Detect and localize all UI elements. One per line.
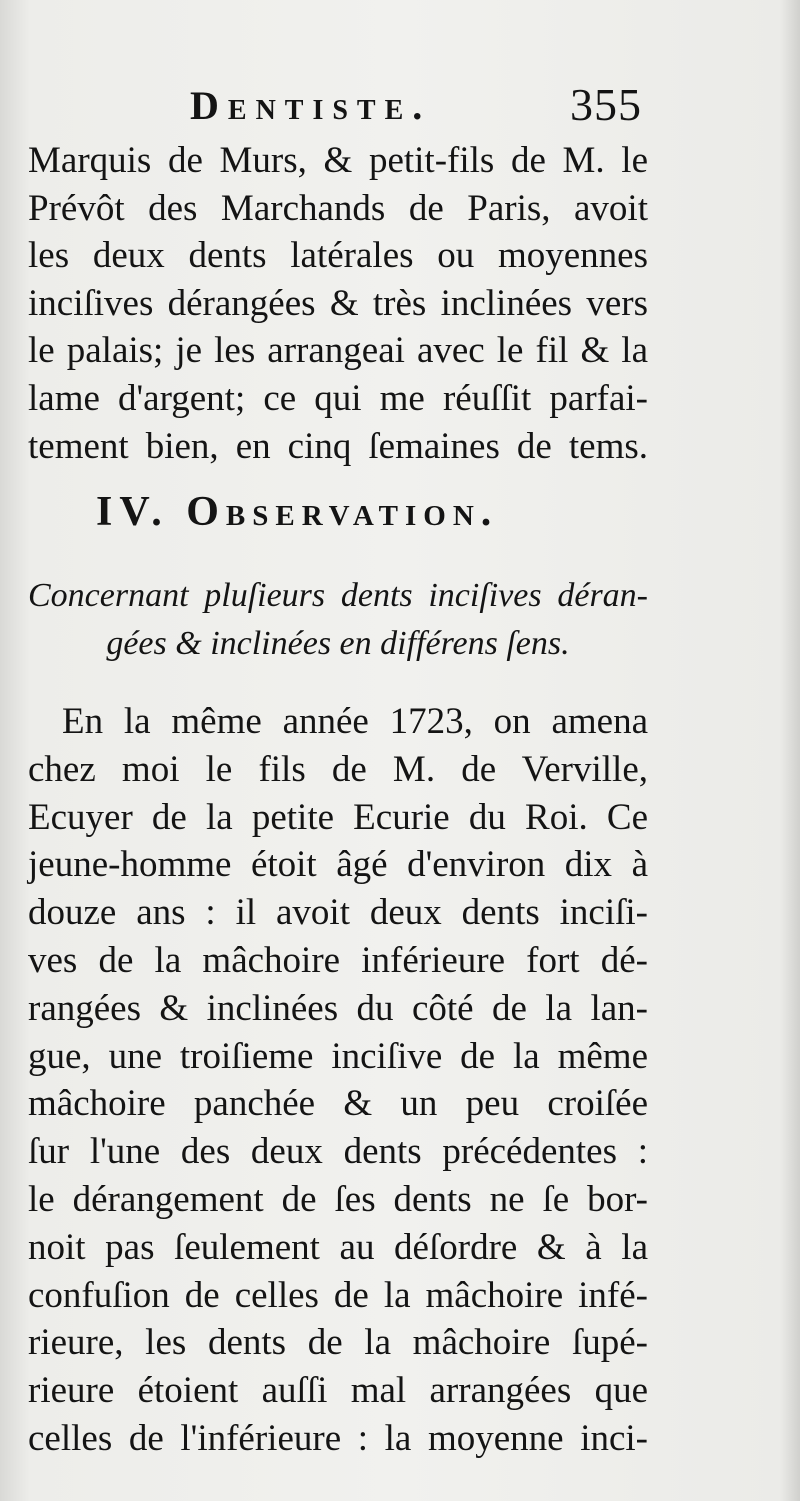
- running-head: Dentiste.: [190, 83, 432, 128]
- text-line: les deux dents latérales ou moyennes: [28, 235, 648, 277]
- text-line: chez moi le fils de M. de Verville,: [28, 748, 648, 790]
- text-line: ves de la mâchoire inférieure fort dé-: [28, 939, 648, 981]
- text-line: confuſion de celles de la mâchoire infé-: [28, 1274, 648, 1316]
- text-line: le dérangement de ſes dents ne ſe bor-: [28, 1178, 648, 1220]
- caption-line: gées & inclinées en différens ſens.: [106, 625, 570, 662]
- text-line: mâchoire panchée & un peu croiſée: [28, 1083, 648, 1125]
- caption-line: Concernant pluſieurs dents inciſives déran-: [28, 577, 648, 614]
- text-line: le palais; je les arrangeai avec le fil & la: [28, 330, 648, 372]
- text-line: rieure étoient auſſi mal arrangées que: [28, 1370, 648, 1412]
- paragraph-continuation: [28, 137, 648, 470]
- paragraph-observation: [28, 698, 648, 1463]
- text-line: ſur l'une des deux dents précédentes :: [28, 1131, 648, 1173]
- text-line: douze ans : il avoit deux dents inciſi-: [28, 892, 648, 934]
- text-line: celles de l'inférieure : la moyenne inci-: [28, 1417, 648, 1459]
- text-line: rangées & inclinées du côté de la lan-: [28, 987, 648, 1029]
- text-line: Prévôt des Marchands de Paris, avoit: [28, 187, 648, 229]
- page-header: [0, 78, 800, 138]
- section-heading: IV. Observation.: [96, 489, 499, 535]
- text-line: tement bien, en cinq ſemaines de tems.: [28, 425, 648, 467]
- text-line: En la même année 1723, on amena: [62, 701, 648, 742]
- text-line: jeune-homme étoit âgé d'environ dix à: [28, 844, 648, 886]
- text-line: rieure, les dents de la mâchoire ſupé-: [28, 1322, 648, 1364]
- text-line: Ecuyer de la petite Ecurie du Roi. Ce: [28, 796, 648, 838]
- text-line: inciſives dérangées & très inclinées vers: [28, 282, 648, 324]
- text-line: gue, une troiſieme inciſive de la même: [28, 1035, 648, 1077]
- section-caption: [28, 572, 648, 668]
- text-line: noit pas ſeulement au déſordre & à la: [28, 1226, 648, 1268]
- page-number: 355: [570, 79, 642, 130]
- text-line: lame d'argent; ce qui me réuſſit parfai-: [28, 377, 648, 419]
- text-line: Marquis de Murs, & petit-fils de M. le: [28, 140, 648, 181]
